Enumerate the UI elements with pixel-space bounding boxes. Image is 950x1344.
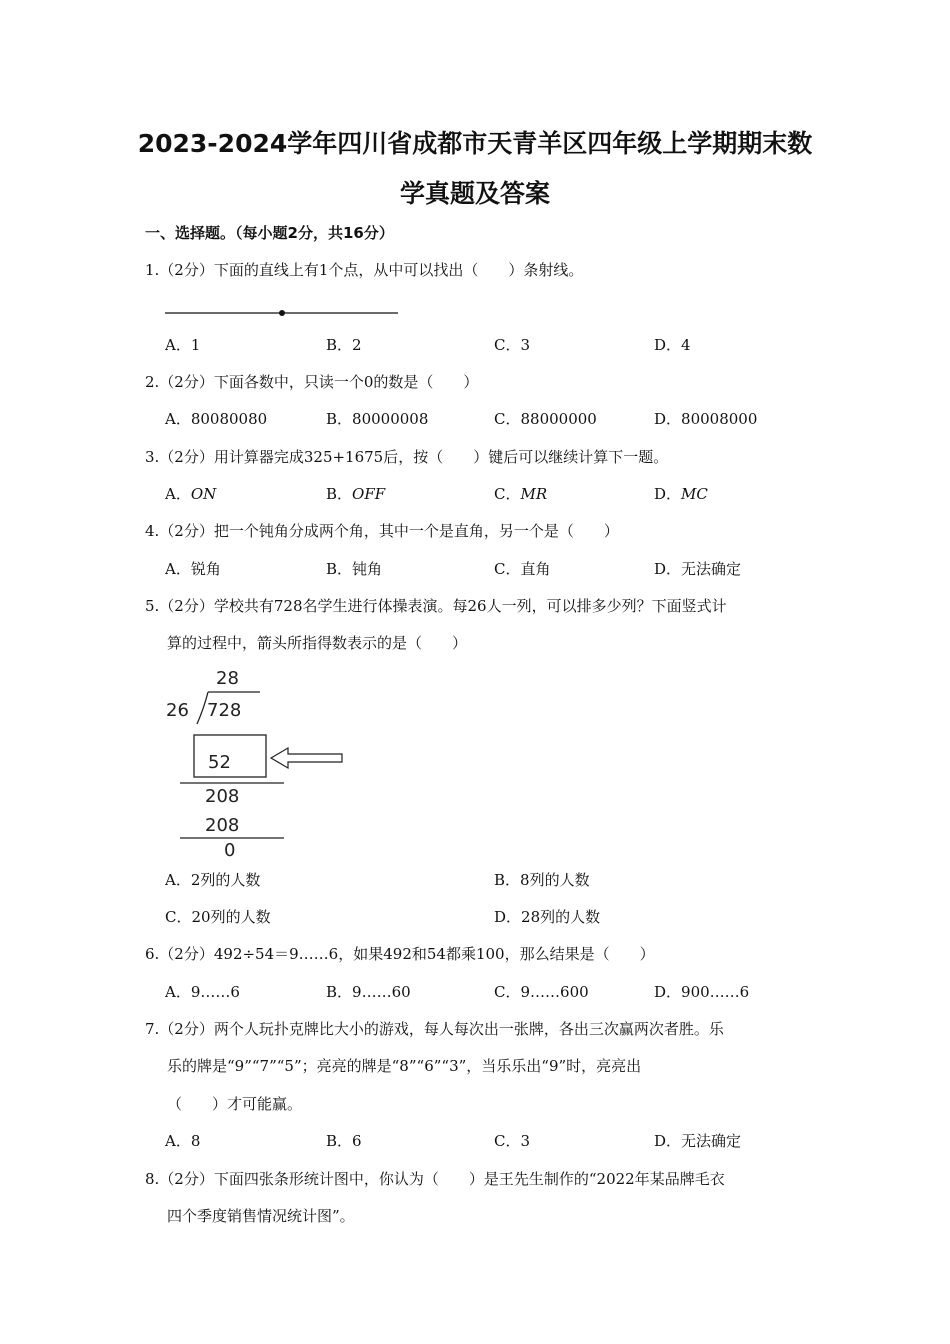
question-7-stem-line1: 7.（2分）两个人玩扑克牌比大小的游戏，每人每次出一张牌，各出三次赢两次者胜。乐 bbox=[145, 1020, 724, 1038]
question-7-option-c[interactable]: C．3 bbox=[494, 1132, 531, 1150]
key-on: ON bbox=[190, 485, 217, 503]
question-3-option-a[interactable] bbox=[165, 476, 216, 513]
question-8-stem-line1: 8.（2分）下面四张条形统计图中，你认为（ ）是王先生制作的“2022年某品牌毛衣 bbox=[145, 1170, 725, 1188]
section-heading: 一、选择题。（每小题2分，共16分） bbox=[145, 224, 394, 242]
question-7-stem-line2: 乐的牌是“9”“7”“5”；亮亮的牌是“8”“6”“3”，当乐乐出“9”时，亮亮出 bbox=[167, 1057, 642, 1075]
question-1-option-c[interactable]: C．3 bbox=[494, 336, 531, 354]
question-1-option-d[interactable]: D．4 bbox=[654, 336, 691, 354]
key-mr: MR bbox=[520, 485, 548, 503]
question-6-option-d[interactable]: D．900……6 bbox=[654, 983, 750, 1001]
question-7-option-a[interactable]: A．8 bbox=[165, 1132, 201, 1150]
arrow-icon bbox=[271, 748, 342, 768]
question-5-option-c[interactable]: C．20列的人数 bbox=[165, 908, 271, 926]
question-3-option-d[interactable] bbox=[654, 476, 708, 513]
option-letter: B． bbox=[326, 485, 353, 503]
question-1-stem: 1.（2分）下面的直线上有1个点，从中可以找出（ ）条射线。 bbox=[145, 261, 584, 279]
division-partial-product: 208 bbox=[205, 815, 240, 836]
division-dividend: 728 bbox=[207, 700, 242, 721]
question-3-option-c[interactable] bbox=[494, 476, 547, 513]
question-6-stem: 6.（2分）492÷54＝9……6，如果492和54都乘100，那么结果是（ ） bbox=[145, 945, 655, 963]
question-7-option-d[interactable]: D．无法确定 bbox=[654, 1132, 742, 1150]
question-6-option-b[interactable]: B．9……60 bbox=[326, 983, 411, 1001]
key-off: OFF bbox=[352, 485, 386, 503]
point-on-line bbox=[279, 310, 285, 316]
question-7-stem-line3: （ ）才可能赢。 bbox=[167, 1095, 303, 1113]
question-7-option-b[interactable]: B．6 bbox=[326, 1132, 362, 1150]
question-2-option-d[interactable]: D．80008000 bbox=[654, 410, 758, 428]
question-2-option-c[interactable]: C．88000000 bbox=[494, 410, 597, 428]
question-4-option-a[interactable]: A．锐角 bbox=[165, 560, 221, 578]
question-6-option-c[interactable]: C．9……600 bbox=[494, 983, 589, 1001]
question-2-stem: 2.（2分）下面各数中，只读一个0的数是（ ） bbox=[145, 373, 479, 391]
division-remainder: 0 bbox=[224, 840, 236, 861]
question-4-option-d[interactable]: D．无法确定 bbox=[654, 560, 742, 578]
question-1-option-a[interactable]: A．1 bbox=[165, 336, 201, 354]
document-title-line2: 学真题及答案 bbox=[399, 179, 550, 208]
question-2-option-a[interactable]: A．80080080 bbox=[165, 410, 268, 428]
question-5-option-d[interactable]: D．28列的人数 bbox=[494, 908, 601, 926]
question-5-option-b[interactable]: B．8列的人数 bbox=[494, 871, 590, 889]
question-8-stem-line2: 四个季度销售情况统计图”。 bbox=[167, 1207, 355, 1225]
division-boxed-product: 52 bbox=[208, 752, 231, 773]
question-5-stem-line2: 算的过程中，箭头所指得数表示的是（ ） bbox=[167, 634, 468, 652]
question-4-stem: 4.（2分）把一个钝角分成两个角，其中一个是直角，另一个是（ ） bbox=[145, 522, 619, 540]
question-5-option-a[interactable]: A．2列的人数 bbox=[165, 871, 261, 889]
question-6-option-a[interactable]: A．9……6 bbox=[165, 983, 240, 1001]
question-1-line-figure bbox=[165, 305, 405, 321]
question-4-option-b[interactable]: B．钝角 bbox=[326, 560, 383, 578]
division-divisor: 26 bbox=[166, 700, 189, 721]
division-quotient: 28 bbox=[216, 668, 239, 689]
key-mc: MC bbox=[681, 485, 708, 503]
option-letter: C． bbox=[494, 485, 521, 503]
question-1-option-b[interactable]: B．2 bbox=[326, 336, 362, 354]
question-4-option-c[interactable]: C．直角 bbox=[494, 560, 551, 578]
question-5-stem-line1: 5.（2分）学校共有728名学生进行体操表演。每26人一列，可以排多少列？下面竖式计 bbox=[145, 597, 727, 615]
question-2-option-b[interactable]: B．80000008 bbox=[326, 410, 429, 428]
question-3-option-b[interactable] bbox=[326, 476, 385, 513]
long-division-figure bbox=[160, 662, 360, 862]
question-3-stem: 3.（2分）用计算器完成325+1675后，按（ ）键后可以继续计算下一题。 bbox=[145, 448, 669, 466]
document-title-line1: 2023-2024学年四川省成都市天青羊区四年级上学期期末数 bbox=[137, 129, 813, 158]
option-letter: A． bbox=[165, 485, 191, 503]
option-letter: D． bbox=[654, 485, 682, 503]
division-partial-dividend: 208 bbox=[205, 786, 240, 807]
